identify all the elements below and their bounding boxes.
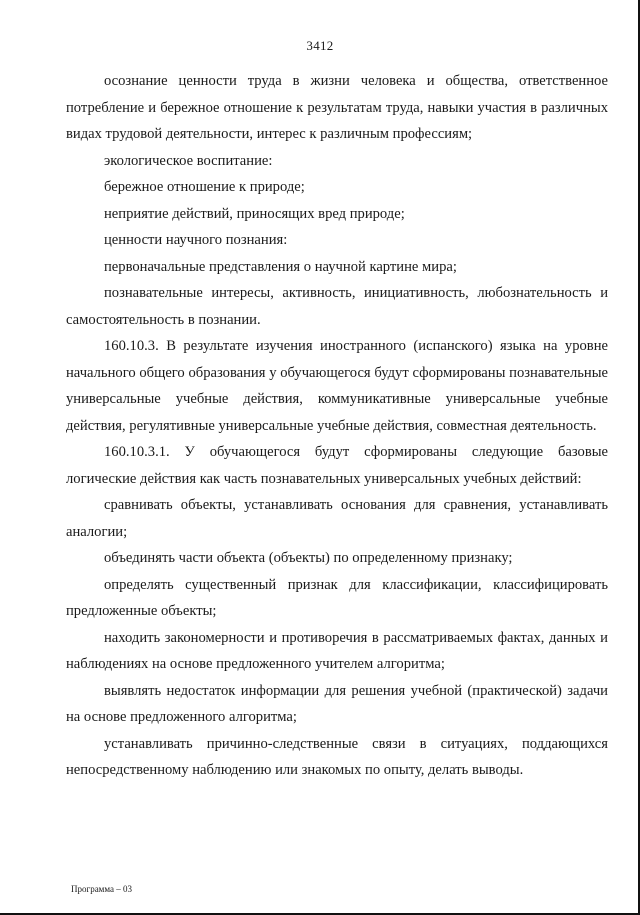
paragraph: выявлять недостаток информации для решения учебной (практической) задачи на основе предложенного алгоритма; bbox=[66, 682, 608, 725]
paragraph: ценности научного познания: bbox=[104, 232, 288, 248]
paragraph: находить закономерности и противоречия в рассматриваемых фактах, данных и наблюдениях на основе предложенного учителем алгоритма; bbox=[66, 629, 608, 672]
paragraph: бережное отношение к природе; bbox=[104, 179, 305, 195]
page-number: 3412 bbox=[306, 38, 334, 53]
paragraph: устанавливать причинно-следственные связи в ситуациях, поддающихся непосредственному наблюдению или знакомых по опыту, делать выводы. bbox=[66, 735, 608, 778]
paragraph: сравнивать объекты, устанавливать основания для сравнения, устанавливать аналогии; bbox=[66, 497, 608, 540]
paragraph: 160.10.3. В результате изучения иностранного (испанского) языка на уровне начального общего образования у обучающегося будут сформированы познавательные универсальные учебные действия, коммуникативные универсальные учебные действия, регулятивные универсальные учебные действия, совместная деятельность. bbox=[66, 338, 608, 434]
paragraph: объединять части объекта (объекты) по определенному признаку; bbox=[104, 550, 513, 566]
document-body bbox=[66, 68, 608, 784]
paragraph: познавательные интересы, активность, инициативность, любознательность и самостоятельность в познании. bbox=[66, 285, 608, 328]
paragraph: 160.10.3.1. У обучающегося будут сформированы следующие базовые логические действия как часть познавательных универсальных учебных действий: bbox=[66, 444, 608, 487]
footer-label: Программа – 03 bbox=[71, 884, 133, 894]
paragraph: неприятие действий, приносящих вред природе; bbox=[104, 205, 405, 222]
paragraph: определять существенный признак для классификации, классифицировать предложенные объекты; bbox=[66, 576, 608, 619]
paragraph: экологическое воспитание: bbox=[104, 152, 273, 169]
paragraph: осознание ценности труда в жизни человека и общества, ответственное потребление и бережное отношение к результатам труда, навыки участия в различных видах трудовой деятельности, интерес к различным профессиям; bbox=[66, 73, 608, 142]
paragraph: первоначальные представления о научной картине мира; bbox=[104, 258, 457, 275]
